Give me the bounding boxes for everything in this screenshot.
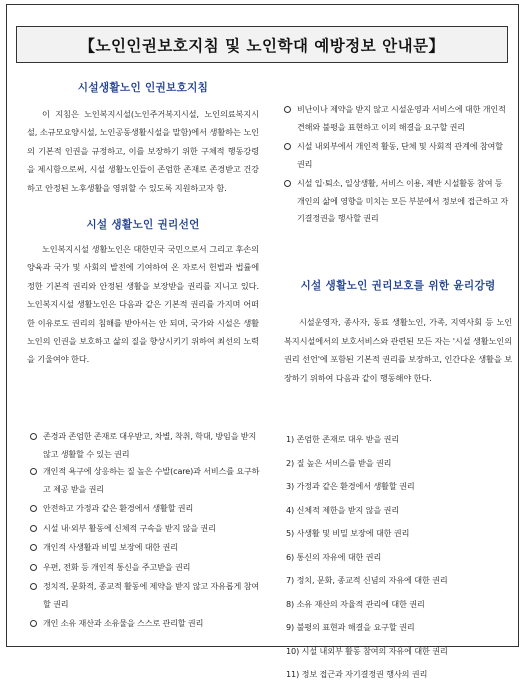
rights-list-left	[30, 428, 266, 633]
list-item: 안전하고 가정과 같은 환경에서 생활할 권리	[30, 500, 266, 518]
list-item: 8) 소유 재산의 자율적 관리에 대한 권리	[286, 598, 425, 609]
circle-bullet-icon	[284, 106, 291, 113]
list-item: 1) 존엄한 존재로 대우 받을 권리	[286, 434, 400, 444]
list-item: 정치적, 문화적, 종교적 활동에 제약을 받지 않고 자유롭게 참여할 권리	[30, 578, 266, 613]
list-item: 10) 시설 내외부 활동 참여의 자유에 대한 권리	[286, 645, 448, 656]
declaration-heading: 시설 생활노인 권리선언	[86, 219, 200, 232]
circle-bullet-icon	[30, 468, 37, 475]
list-item: 4) 신체적 제한을 받지 않을 권리	[286, 504, 400, 515]
list-item: 개인 소유 재산과 소유물을 스스로 관리할 권리	[30, 615, 266, 633]
circle-bullet-icon	[30, 525, 37, 532]
list-item: 시설 내·외부 활동에 신체적 구속을 받지 않을 권리	[30, 520, 266, 538]
ethics-body: 시설운영자, 종사자, 동료 생활노인, 가족, 지역사회 등 노인복지시설에서의 보호서비스와 관련된 모든 자는 '시설 생활노인의 권리 선언'에 포함된 기본적 권리를 보장하고, 인간다운 생활을 보장하기 위하여 다음과 같이 행동해야 한다.	[284, 317, 513, 383]
list-item: 존경과 존엄한 존재로 대우받고, 차별, 착취, 학대, 방임을 받지 않고 생활할 수 있는 권리	[30, 428, 266, 463]
circle-bullet-icon	[284, 143, 291, 150]
list-item: 시설 내외부에서 개인적 활동, 단체 및 사회적 관계에 참여할 권리	[284, 138, 512, 173]
left-column	[27, 80, 259, 369]
list-item: 비난이나 제약을 받지 않고 시설운영과 서비스에 대한 개인적 견해와 불평을 표현하고 이의 해결을 요구할 권리	[284, 101, 512, 136]
ethics-section	[284, 278, 512, 387]
list-item: 5) 사생활 및 비밀 보장에 대한 권리	[286, 528, 410, 538]
list-item: 우편, 전화 등 개인적 통신을 주고받을 권리	[30, 559, 266, 577]
circle-bullet-icon	[30, 583, 37, 590]
circle-bullet-icon	[284, 180, 291, 187]
list-item: 11) 정보 접근과 자기결정권 행사의 권리	[286, 669, 428, 679]
declaration-body: 노인복지시설 생활노인은 대한민국 국민으로서 그리고 후손의 양육과 국가 및 사회의 발전에 기여하여 온 자로서 헌법과 법률에 정한 기본적 권리와 안정된 생활을 보장받을 권리를 지니고 있다. 노인복지시설 생활노인은 다음과 같은 기본적 권리를 가지며 어떠한 이유로도 권리의 침해를 받아서는 안 되며, 국가와 시설은 생활노인의 인권을 보호하고 삶의 질을 향상시키기 위하여 최선의 노력을 기울여야 한다.	[27, 244, 259, 365]
document-title: 【노인인권보호지침 및 노인학대 예방정보 안내문】	[16, 26, 508, 63]
circle-bullet-icon	[30, 620, 37, 627]
guideline-body: 이 지침은 노인복지시설(노인주거복지시설, 노인의료복지시설, 소규모요양시설, 노인공동생활시설을 말함)에서 생활하는 노인의 기본적 인권을 규정하고, 이를 보장하기 위한 구체적 행동강령을 제시함으로써, 시설 생활노인들이 존엄한 존재로 존경받고 건강하고 안정된 노후생활을 영위할 수 있도록 지원하고자 함.	[27, 109, 259, 193]
list-item: 3) 가정과 같은 환경에서 생활할 권리	[286, 481, 415, 491]
rights-list-right	[284, 101, 512, 228]
list-item: 9) 불평의 표현과 해결을 요구할 권리	[286, 622, 415, 632]
list-item: 7) 정치, 문화, 종교적 신념의 자유에 대한 권리	[286, 575, 448, 585]
list-item: 2) 질 높은 서비스를 받을 권리	[286, 457, 392, 468]
list-item: 개인적 사생활과 비밀 보장에 대한 권리	[30, 539, 266, 557]
list-item: 6) 통신의 자유에 대한 권리	[286, 551, 382, 562]
list-item: 시설 입·퇴소, 일상생활, 서비스 이용, 제반 시설활동 참여 등 개인의 삶에 영향을 미치는 모든 부분에서 정보에 접근하고 자기결정권을 행사할 권리	[284, 175, 512, 228]
circle-bullet-icon	[30, 505, 37, 512]
circle-bullet-icon	[30, 433, 37, 440]
ethics-items	[286, 428, 512, 687]
guideline-heading: 시설생활노인 인권보호지침	[77, 82, 209, 94]
ethics-heading: 시설 생활노인 권리보호를 위한 윤리강령	[300, 280, 496, 292]
circle-bullet-icon	[30, 544, 37, 551]
circle-bullet-icon	[30, 564, 37, 571]
list-item: 개인적 욕구에 상응하는 질 높은 수발(care)과 서비스를 요구하고 제공 받을 권리	[30, 463, 266, 498]
